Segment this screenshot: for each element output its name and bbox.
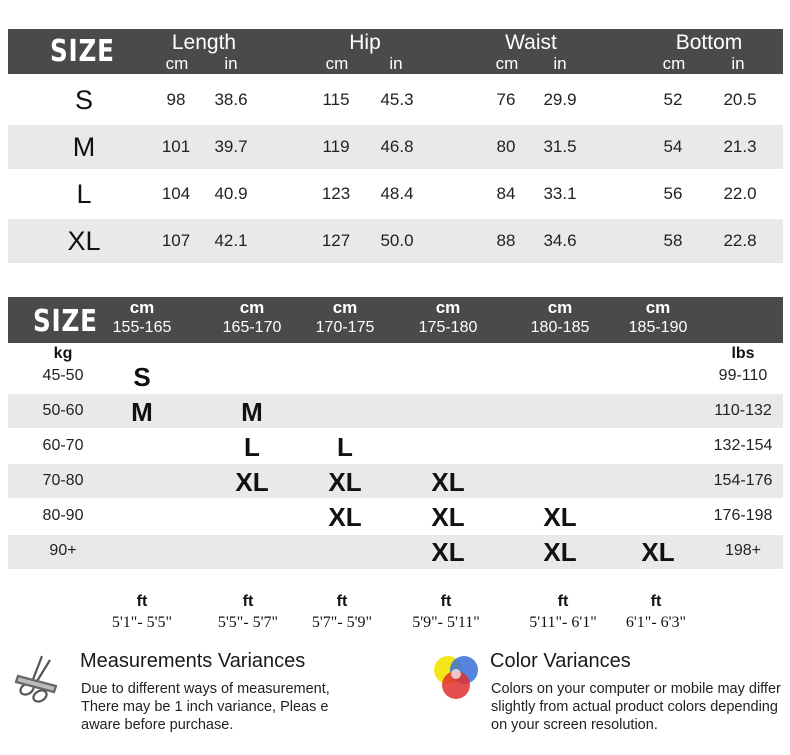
table-cell: 46.8 <box>380 137 414 156</box>
table-cell: 107 <box>161 231 191 250</box>
table-cell: 54 <box>663 137 683 156</box>
table-cell: 31.5 <box>543 137 577 156</box>
table-cell: 119 <box>322 137 350 156</box>
col-unit: cm <box>165 54 189 73</box>
table-cell: 21.3 <box>723 137 757 156</box>
ft-range: 5'1"- 5'5" <box>111 614 173 631</box>
ft-range: 5'11"- 6'1" <box>529 614 597 631</box>
size-label: M <box>72 132 96 162</box>
ft-range: 6'1"- 6'3" <box>625 614 687 631</box>
ft-range: 5'7"- 5'9" <box>311 614 373 631</box>
table-cell: 127 <box>321 231 351 250</box>
ft-unit: ft <box>336 593 348 610</box>
size-cell: XL <box>431 537 465 567</box>
measurement-text: Due to different ways of measurement, There may be 1 inch variance, Pleas e aware before purchase. <box>81 681 330 733</box>
ft-unit: ft <box>557 593 569 610</box>
table-cell: 40.9 <box>214 184 248 203</box>
table-cell: 50.0 <box>380 231 414 250</box>
table-cell: 123 <box>321 184 351 203</box>
kg-range: 45-50 <box>42 367 84 384</box>
table-cell: 104 <box>161 184 191 203</box>
kg-range: 90+ <box>49 542 77 559</box>
table-cell: 33.1 <box>543 184 577 203</box>
height-unit: cm <box>435 298 461 317</box>
lbs-range: 176-198 <box>713 507 773 524</box>
height-range: 175-180 <box>418 319 478 336</box>
size-cell: L <box>337 432 353 462</box>
height-range: 185-190 <box>628 319 688 336</box>
table-cell: 58 <box>663 231 683 250</box>
height-unit: cm <box>332 298 358 317</box>
kg-label: kg <box>53 345 73 362</box>
height-range: 155-165 <box>112 319 172 336</box>
size-cell: XL <box>328 502 362 532</box>
size-cell: L <box>244 432 260 462</box>
table-cell: 115 <box>322 90 350 109</box>
color-wheel-icon <box>430 652 482 704</box>
size-cell: M <box>131 397 153 427</box>
table-cell: 39.7 <box>214 137 248 156</box>
table-cell: 84 <box>496 184 516 203</box>
col-unit: cm <box>495 54 519 73</box>
row-stripe <box>8 464 783 498</box>
size-label: S <box>74 85 94 115</box>
col-header-length: Length <box>171 31 237 54</box>
ft-unit: ft <box>440 593 452 610</box>
table-cell: 76 <box>496 90 516 109</box>
height-unit: cm <box>239 298 265 317</box>
measurement-title: Measurements Variances <box>80 650 306 672</box>
size-cell: XL <box>235 467 269 497</box>
col-header-waist: Waist <box>505 31 557 54</box>
ruler-scissors-icon <box>12 652 66 706</box>
ft-unit: ft <box>650 593 662 610</box>
row-stripe <box>8 394 783 428</box>
color-text: Colors on your computer or mobile may differ slightly from actual product colors depending on your screen resolution. <box>491 681 781 733</box>
size-cell: XL <box>431 467 465 497</box>
table-cell: 38.6 <box>214 90 248 109</box>
lbs-range: 99-110 <box>718 367 768 384</box>
table-cell: 101 <box>161 137 191 156</box>
table-cell: 88 <box>496 231 516 250</box>
size-cell: S <box>133 362 151 392</box>
col-unit: in <box>224 54 238 73</box>
height-unit: cm <box>129 298 155 317</box>
kg-range: 60-70 <box>42 437 84 454</box>
table2-size-label: SIZE <box>33 304 98 339</box>
col-unit: in <box>553 54 567 73</box>
kg-range: 80-90 <box>42 507 84 524</box>
table-cell: 52 <box>663 90 683 109</box>
size-cell: XL <box>543 502 577 532</box>
color-title: Color Variances <box>490 650 631 672</box>
table-cell: 98 <box>166 90 186 109</box>
col-unit: in <box>389 54 403 73</box>
col-header-bottom: Bottom <box>675 31 743 54</box>
size-cell: XL <box>431 502 465 532</box>
lbs-range: 132-154 <box>713 437 773 454</box>
table-cell: 45.3 <box>380 90 414 109</box>
lbs-range: 198+ <box>724 542 762 559</box>
height-unit: cm <box>645 298 671 317</box>
col-unit: cm <box>662 54 686 73</box>
height-range: 165-170 <box>222 319 282 336</box>
col-unit: in <box>731 54 745 73</box>
lbs-label: lbs <box>731 345 755 362</box>
size-label: XL <box>67 226 101 256</box>
table1-size-label: SIZE <box>50 34 115 69</box>
col-unit: cm <box>325 54 349 73</box>
lbs-range: 154-176 <box>713 472 773 489</box>
col-header-hip: Hip <box>349 31 381 54</box>
size-cell: XL <box>543 537 577 567</box>
ft-unit: ft <box>136 593 148 610</box>
table-cell: 56 <box>663 184 683 203</box>
ft-unit: ft <box>242 593 254 610</box>
lbs-range: 110-132 <box>714 402 772 419</box>
size-cell: XL <box>641 537 675 567</box>
table-cell: 22.0 <box>723 184 757 203</box>
height-range: 180-185 <box>530 319 590 336</box>
table-cell: 22.8 <box>723 231 757 250</box>
table-cell: 20.5 <box>723 90 757 109</box>
size-cell: XL <box>328 467 362 497</box>
table-cell: 29.9 <box>543 90 577 109</box>
height-unit: cm <box>547 298 573 317</box>
height-range: 170-175 <box>315 319 375 336</box>
kg-range: 70-80 <box>42 472 84 489</box>
table-cell: 48.4 <box>380 184 414 203</box>
size-cell: M <box>241 397 263 427</box>
ft-range: 5'9"- 5'11" <box>412 614 480 631</box>
kg-range: 50-60 <box>42 402 84 419</box>
size-label: L <box>76 179 92 209</box>
ft-range: 5'5"- 5'7" <box>217 614 279 631</box>
table-cell: 34.6 <box>543 231 577 250</box>
table-cell: 42.1 <box>214 231 248 250</box>
table-cell: 80 <box>496 137 516 156</box>
